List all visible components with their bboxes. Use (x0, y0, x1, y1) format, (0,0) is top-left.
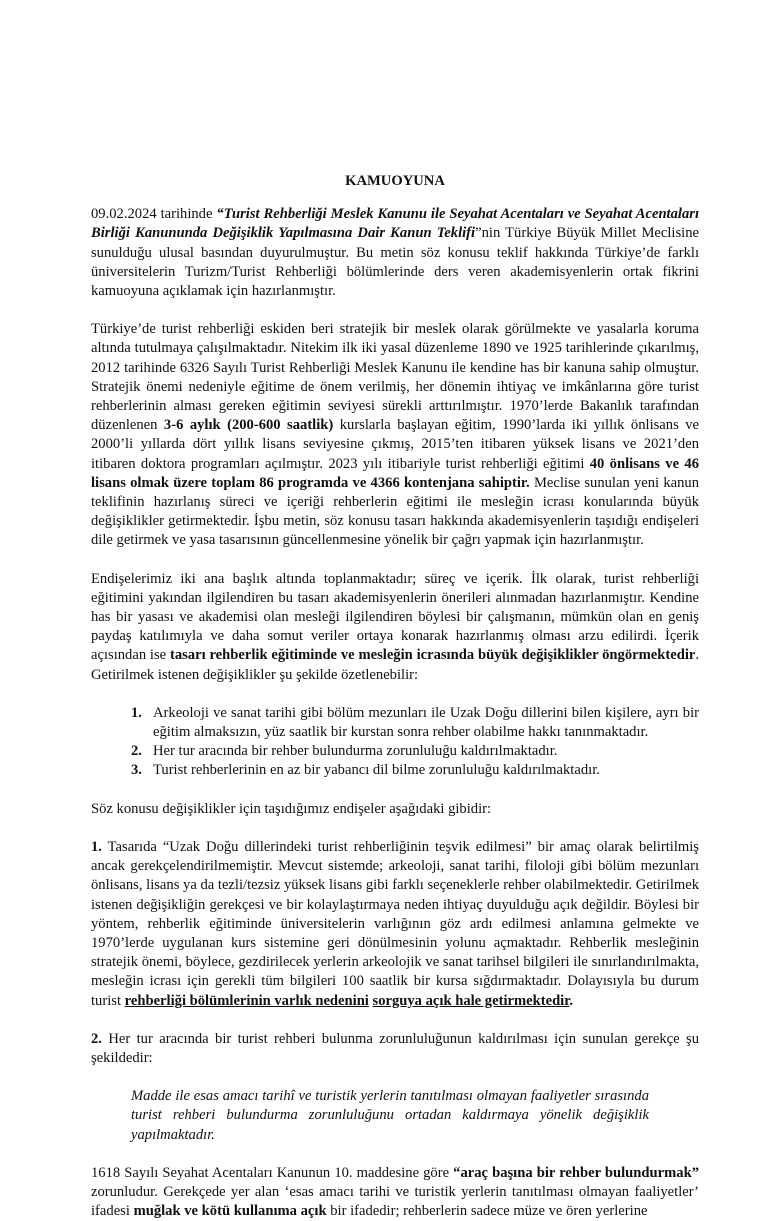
paragraph-concern-2: 2. Her tur aracında bir turist rehberi bulunma zorunluluğunun kaldırılması için sunulan gerekçe şu şekildedir: (91, 1030, 699, 1066)
paragraph-history: Türkiye’de turist rehberliği eskiden beri stratejik bir meslek olarak görülmekte ve yasalarla koruma altında tutulmaya çalışılmaktadır. Nitekim ilk iki yasal düzenleme 1890 ve 1925 tarihlerinde çıkarılmış, 2012 tarihinde 6326 Sayılı Turist Rehberliği Meslek Kanunu ile kendine has bir kanuna sahip olmuştur. Stratejik önemi nedeniyle eğitime de önem verilmiş, her dönemin ihtiyaç ve imkânlarına göre turist rehberlerinin alması gereken eğitimin seviyesi sürekli arttırılmıştır. 1970’lerde Bakanlık tarafından düzenlenen 3-6 aylık (200-600 saatlik) kurslarla başlayan eğitim, 1990’larda iki yıllık önlisans ve 2000’li yıllarda dört yıllık lisans seviyesine çıkmış, 2015’ten itibaren yüksek lisans ve 2021’den itibaren doktora programları açılmıştır. 2023 yılı itibariyle turist rehberliği eğitimi 40 önlisans ve 46 lisans olmak üzere toplam 86 programda ve 4366 kontenjana sahiptir. Meclise sunulan yeni kanun teklifinin hazırlanış süreci ve içeriği rehberlerin eğitimi ile mesleğin icrası konularında büyük değişiklikler getirmektedir. İşbu metin, söz konusu tasarı hakkında akademisyenlerin taşıdığı endişeleri dile getirmek ve yasa tasarısının güncellenmesine yönelik bir çağrı yapmak için hazırlanmıştır. (91, 321, 700, 549)
list-item: 2. Her tur aracında bir rehber bulundurma zorunluluğu kaldırılmaktadır. (131, 743, 558, 760)
paragraph-concern-1: 1. Tasarıda “Uzak Doğu dillerindeki turist rehberliğinin teşvik edilmesi” bir amaç olarak belirtilmiş ancak gerekçelendirilmemiştir. Mevcut sistemde; arkeoloji, sanat tarihi, filoloji gibi bölüm mezunları önlisans, lisans ya da tezli/tezsiz yüksek lisans gibi farklı seçeneklerle rehber olabilmektedir. Getirilmek istenen değişikliğin gerekçesi ve bir kolaylaştırmaya neden ihtiyaç duyulduğu açık değildir. Böylesi bir yöntem, rehberlik eğitiminde üniversitelerin varlığının göz ardı edilmesi anlamına gelmekte ve 1970’lerde uygulanan kurs sistemine geri dönülmesinin yolunu açmaktadır. Rehberlik mesleğinin stratejik önemi, böylece, gezdirilecek yerlerin arkeolojik ve sanat tarihsel bilgileri ile sınırlandırılmakta, mesleğin icrası için gerekli tüm bilgileri 100 saatlik bir kursa sığdırmaktadır. Dolayısıyla bu durum turist rehberliği bölümlerinin varlık nedenini sorguya açık hale getirmektedir. (91, 838, 699, 1009)
paragraph-lead-in: Söz konusu değişiklikler için taşıdığımız endişeler aşağıdaki gibidir: (91, 800, 492, 817)
paragraph-intro: 09.02.2024 tarihinde “Turist Rehberliği Meslek Kanunu ile Seyahat Acentaları ve Seyahat Acentaları Birliği Kanununda Değişiklik Yapılmasına Dair Kanun Teklifi”nin Türkiye Büyük Millet Meclisine sunulduğu ulusal basından duyurulmuştur. Bu metin söz konusu teklif hakkında Türkiye’de farklı üniversitelerin Turizm/Turist Rehberliği bölümlerinde ders veren akademisyenlerin ortak fikrini kamuoyuna açıklamak için hazırlanmıştır. (91, 206, 699, 300)
block-quote: Madde ile esas amacı tarihî ve turistik yerlerin tanıtılması olmayan faaliyetler sırasında turist rehberi bulundurma zorunluluğunu ortadan kaldırmaya yönelik değişiklik yapılmaktadır. (131, 1088, 649, 1143)
document-title: KAMUOYUNA (345, 173, 445, 189)
list-item: 1. Arkeoloji ve sanat tarihi gibi bölüm mezunları ile Uzak Doğu dillerini bilen kişilere, ayrı bir eğitim almaksızın, yüz saatlik bir kurstan sonra rehber olabilme hakkı tanınmaktadır. (131, 704, 699, 741)
paragraph-law: 1618 Sayılı Seyahat Acentaları Kanunun 10. maddesine göre “araç başına bir rehber bulundurmak” zorunludur. Gerekçede yer alan ‘esas amacı tarihi ve turistik yerlerin tanıtılması olmayan faaliyetler’ ifadesi muğlak ve kötü kullanıma açık bir ifadedir; rehberlerin sadece müze ve ören yerlerine (91, 1164, 699, 1220)
changes-list (91, 704, 699, 781)
list-item: 3. Turist rehberlerinin en az bir yabancı dil bilme zorunluluğu kaldırılmaktadır. (131, 762, 600, 779)
paragraph-concerns: Endişelerimiz iki ana başlık altında toplanmaktadır; süreç ve içerik. İlk olarak, turist rehberliği eğitimini yakından ilgilendiren bu tasarı akademisyenlerin önerileri alınmadan hazırlanmıştır. Kendine has bir yasası ve akademisi olan mesleği ilgilendiren böylesi bir çalışmanın, mümkün olan en geniş paydaş katılımıyla ve daha somut veriler ortaya konarak hazırlanmış olması arzu edilirdi. İçerik açısından ise tasarı rehberlik eğitiminde ve mesleğin icrasında büyük değişiklikler öngörmektedir. Getirilmek istenen değişiklikler şu şekilde özetlenebilir: (91, 570, 700, 683)
bill-title: “Turist Rehberliği Meslek Kanunu ile Seyahat Acentaları ve Seyahat Acentaları Birliği Kanununda Değişiklik Yapılmasına Dair Kanun Teklifi (91, 206, 699, 242)
